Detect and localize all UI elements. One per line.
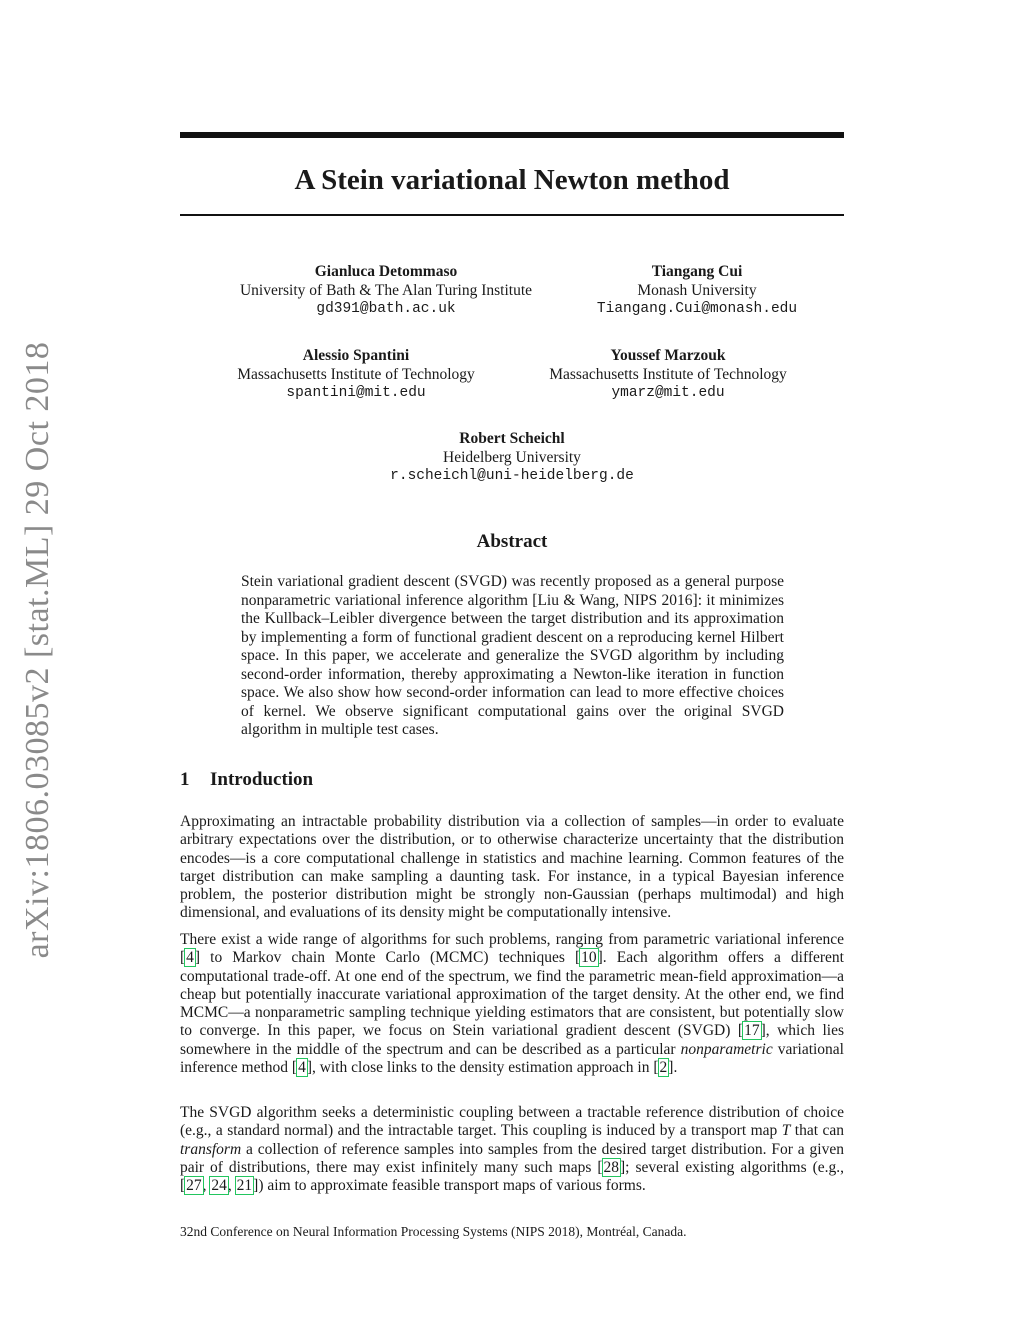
abstract-text: Stein variational gradient descent (SVGD) was recently proposed as a general purpose nonparametric variational inference algorithm [Liu & Wang, NIPS 2016]: it minimizes the Kullback–Leibler divergence between the target distribution and its approximation by implementing a form of functional gradient descent on a reproducing kernel Hilbert space. In this paper, we accelerate and generalize the SVGD algorithm by including second-order information, thereby approximating a Newton-like iteration in function space. We also show how second-order information can lead to more effective choices of kernel. We observe significant computational gains over the original SVGD algorithm in multiple test cases. bbox=[241, 573, 784, 738]
paragraph-text: . Each algorithm offers a different computational trade-off. At one end of the spectrum, we find the parametric mean-field approximation—a cheap but potentially inaccurate variational approximation of the target density. At the other end, we find MCMC—a nonparametric sampling technique yielding estimators that are consistent, but potentially slow to converge. In this paper, we focus on Stein variational gradient descent (SVGD) bbox=[180, 949, 844, 1040]
author-block bbox=[527, 262, 867, 319]
conference-footnote: 32nd Conference on Neural Information Processing Systems (NIPS 2018), Montréal, Canada. bbox=[180, 1224, 687, 1239]
paragraph-text: , which lies somewhere in the middle of the spectrum and can be described as a particular bbox=[180, 1022, 844, 1058]
intro-paragraph-2: There exist a wide range of algorithms for such problems, ranging from parametric variational inference [4] to Markov chain Monte Carlo (MCMC) techniques [10]. Each algorithm offers a different computational trade-off. At one end of the spectrum, we find the parametric mean-field approximation—a cheap but potentially inaccurate variational approximation of the target density. At the other end, we find MCMC—a nonparametric sampling technique yielding estimators that are consistent, but potentially slow to converge. In this paper, we focus on Stein variational gradient descent (SVGD) [17], which lies somewhere in the middle of the spectrum and can be described as a particular nonparametric variational inference method [4], with close links to the density estimation approach in [2]. bbox=[180, 931, 844, 1077]
citation-link[interactable]: 4 bbox=[186, 949, 194, 967]
paragraph-text: ; several existing algorithms (e.g., bbox=[625, 1158, 845, 1176]
citation-link[interactable]: 27 bbox=[186, 1177, 202, 1195]
author-block bbox=[186, 346, 526, 403]
citation-link[interactable]: 4 bbox=[298, 1059, 306, 1077]
author-affiliation: Monash University bbox=[637, 282, 757, 299]
emphasis-text: transform bbox=[180, 1140, 242, 1158]
author-name: Gianluca Detommaso bbox=[314, 263, 458, 280]
author-affiliation: Massachusetts Institute of Technology bbox=[237, 366, 475, 383]
citation-link[interactable]: 2 bbox=[659, 1059, 668, 1077]
paragraph-text: There exist a wide range of algorithms for such problems, ranging from parametric variational inference bbox=[180, 931, 844, 948]
paragraph-text: that can bbox=[790, 1122, 844, 1140]
author-block bbox=[342, 429, 682, 486]
math-variable: T bbox=[781, 1122, 791, 1140]
author-block bbox=[498, 346, 838, 403]
section-heading bbox=[180, 769, 313, 791]
section-title: Introduction bbox=[210, 769, 314, 790]
paragraph-text: The SVGD algorithm seeks a deterministic coupling between a tractable reference distribution of choice (e.g., a standard normal) and the intractable target. This coupling is induced by a transport map bbox=[180, 1104, 844, 1140]
author-name: Youssef Marzouk bbox=[610, 347, 726, 364]
paragraph-text: , with close links to the density estimation approach in bbox=[311, 1059, 654, 1077]
author-email[interactable]: ymarz@mit.edu bbox=[611, 385, 725, 401]
title-bottom-rule bbox=[180, 214, 844, 216]
author-name: Robert Scheichl bbox=[459, 430, 565, 447]
intro-paragraph-3: The SVGD algorithm seeks a deterministic coupling between a tractable reference distribution of choice (e.g., a standard normal) and the intractable target. This coupling is induced by a transport map T that can transform a collection of reference samples into samples from the desired target distribution. For a given pair of distributions, there may exist infinitely many such maps [28]; several existing algorithms (e.g., [27, 24, 21]) aim to approximate feasible transport maps of various forms. bbox=[180, 1104, 845, 1195]
citation-link[interactable]: 28 bbox=[603, 1158, 619, 1176]
author-email[interactable]: gd391@bath.ac.uk bbox=[316, 301, 456, 317]
author-block bbox=[216, 262, 556, 319]
paragraph-text: a collection of reference samples into samples from the desired target distribution. For a given pair of distributions, there may exist infinitely many such maps bbox=[180, 1140, 844, 1176]
section-number: 1 bbox=[180, 769, 190, 790]
abstract-heading: Abstract bbox=[476, 531, 548, 552]
citation-link[interactable]: 10 bbox=[581, 949, 597, 967]
title-top-rule bbox=[180, 132, 844, 138]
paragraph-text: ) aim to approximate feasible transport maps of various forms. bbox=[258, 1177, 646, 1195]
paragraph-text: to Markov chain Monte Carlo (MCMC) techniques bbox=[200, 949, 575, 967]
author-email[interactable]: spantini@mit.edu bbox=[286, 385, 426, 401]
citation-link[interactable]: 17 bbox=[744, 1022, 760, 1040]
citation-link[interactable]: 24 bbox=[211, 1177, 227, 1195]
citation-link[interactable]: 21 bbox=[236, 1177, 253, 1195]
author-email[interactable]: r.scheichl@uni-heidelberg.de bbox=[390, 468, 634, 484]
author-affiliation: Heidelberg University bbox=[443, 449, 581, 466]
author-affiliation: University of Bath & The Alan Turing Institute bbox=[239, 282, 533, 299]
arxiv-stamp: arXiv:1806.03085v2 [stat.ML] 29 Oct 2018 bbox=[19, 341, 56, 959]
author-name: Tiangang Cui bbox=[651, 263, 743, 280]
paragraph-text: . bbox=[673, 1059, 678, 1077]
paper-title: A Stein variational Newton method bbox=[294, 164, 730, 196]
emphasis-text: nonparametric bbox=[680, 1040, 773, 1058]
intro-paragraph-1: Approximating an intractable probability distribution via a collection of samples—in order to evaluate arbitrary expectations over the distribution, or to otherwise characterize uncertainty that the distribution encodes—is a core computational challenge in statistics and machine learning. Common features of the target distribution can make sampling a daunting task. For instance, in a typical Bayesian inference problem, the posterior distribution might be strongly non-Gaussian (perhaps multimodal) and high dimensional, and evaluations of its density might be computationally intensive. bbox=[180, 813, 844, 922]
author-name: Alessio Spantini bbox=[302, 347, 410, 364]
author-affiliation: Massachusetts Institute of Technology bbox=[549, 366, 787, 383]
author-email[interactable]: Tiangang.Cui@monash.edu bbox=[596, 301, 798, 317]
paragraph-text: variational inference method bbox=[180, 1040, 844, 1077]
